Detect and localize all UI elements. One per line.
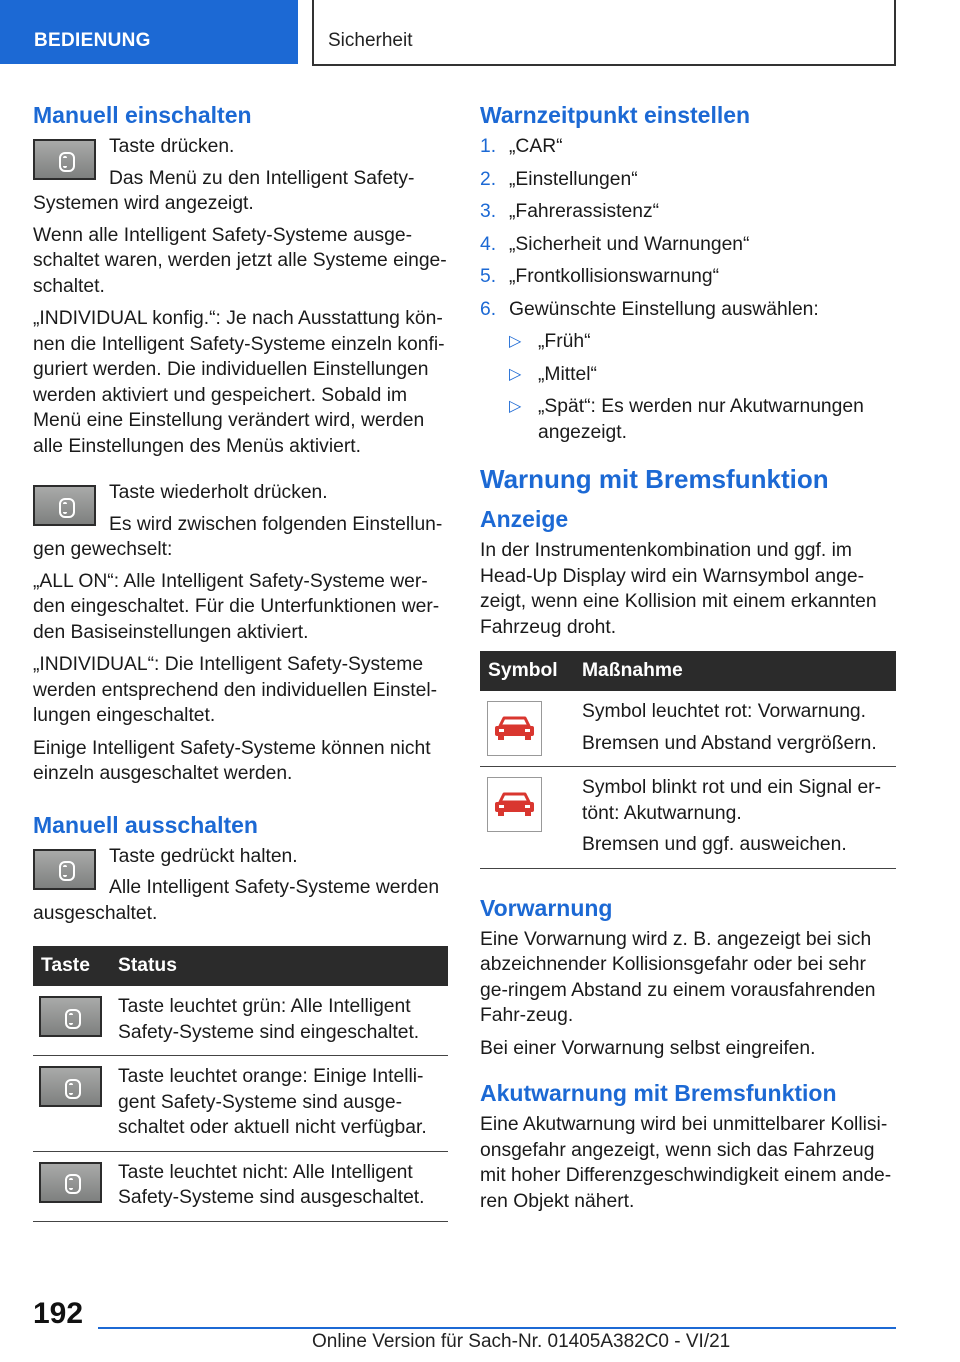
page-number: 192: [33, 1297, 84, 1330]
right-column: [480, 100, 896, 1221]
step-text: Gewünschte Einstellung auswählen:: [509, 298, 819, 320]
list-item: [480, 394, 896, 445]
step-number: 2.: [480, 168, 497, 190]
table-header-status: Status: [110, 946, 448, 986]
footer-version-text: Online Version für Sach-Nr. 01405A382C0 - VI/21: [312, 1331, 731, 1352]
heading-brake-warning: Warnung mit Bremsfunktion: [480, 464, 829, 494]
heading-display: Anzeige: [480, 506, 569, 532]
symbol-action-table: [480, 651, 896, 869]
heading-warning-time: Warnzeitpunkt einstellen: [480, 102, 751, 128]
key-block-off: [33, 844, 448, 933]
list-item: [480, 264, 896, 290]
table-cell-action: [574, 691, 896, 767]
list-item: [480, 232, 896, 258]
heading-acute-warning: Akutwarnung mit Bremsfunktion: [480, 1080, 837, 1106]
text-individual-setting: „INDIVIDUAL“: Die Intelligent Safety-Systeme werden entsprechend den individuellen Einstel-lungen eingeschaltet.: [33, 654, 438, 726]
heading-pre-warning: Vorwarnung: [480, 894, 613, 921]
step-text: „Frontkollisionswarnung“: [509, 266, 720, 287]
text-all-on-setting: „ALL ON“: Alle Intelligent Safety-Systeme wer-den eingeschaltet. Für die Unterfunktionen wer-den Basiseinstellungen aktiviert.: [33, 570, 440, 643]
option-text: „Früh“: [538, 331, 591, 352]
text-pre-warning: Eine Vorwarnung wird z. B. angezeigt bei sich abzeichnender Kollisionsgefahr oder bei sehr ge-ringem Abstand zu einem vorausfahrenden Fahr-zeug.: [480, 928, 876, 1026]
header-topic-tab: [312, 0, 896, 66]
action-text: Bremsen und ggf. ausweichen.: [582, 834, 847, 855]
action-text: Symbol blinkt rot und ein Signal er-tönt: Akutwarnung.: [582, 777, 882, 824]
table-header-key: Taste: [33, 946, 110, 986]
list-item: [480, 297, 896, 323]
safety-key-off-icon: [39, 1162, 102, 1203]
key-block-on: [33, 134, 448, 223]
text-press-repeatedly: Taste wiederholt drücken.: [109, 482, 328, 503]
text-all-on: Wenn alle Intelligent Safety-Systeme ausge-schaltet waren, werden jetzt alle Systeme einge-schaltet.: [33, 224, 447, 297]
text-hold-key: Taste gedrückt halten.: [109, 845, 298, 867]
safety-key-orange-icon: [39, 1066, 102, 1107]
table-header-symbol: Symbol: [480, 651, 574, 691]
header-section-tab: [0, 0, 298, 64]
table-header-action: Maßnahme: [574, 651, 896, 691]
table-row: [33, 1056, 448, 1152]
header-topic-label: Sicherheit: [328, 30, 413, 51]
text-menu-shown: Das Menü zu den Intelligent Safety-Systemen wird angezeigt.: [33, 167, 415, 214]
key-status-table: [33, 946, 448, 1222]
table-row: [33, 1151, 448, 1221]
text-individual-config: „INDIVIDUAL konfig.“: Je nach Ausstattung kön-nen die Intelligent Safety-Systeme einzeln konfi-guriert werden. Die individuellen Einstellungen werden aktiviert und gespeichert. Sobald im Menü eine Einstellung verändert wird, werden alle Einstellungen des Menüs aktiviert.: [33, 308, 445, 457]
safety-key-icon: [33, 485, 96, 526]
text-pre-warning-act: Bei einer Vorwarnung selbst eingreifen.: [480, 1037, 816, 1059]
triangle-bullet-icon: ▷: [509, 333, 522, 350]
action-text: Symbol leuchtet rot: Vorwarnung.: [582, 701, 867, 722]
step-text: „CAR“: [509, 136, 563, 157]
triangle-bullet-icon: ▷: [509, 398, 522, 415]
text-display: In der Instrumentenkombination und ggf. im Head-Up Display wird ein Warnsymbol ange-zeigt, wenn eine Kollision mit einem erkannten Fahrzeug droht.: [480, 540, 877, 638]
option-text: „Spät“: Es werden nur Akutwarnungen angezeigt.: [538, 396, 864, 443]
action-text: Bremsen und Abstand vergrößern.: [582, 732, 877, 754]
text-press-key: Taste drücken.: [109, 136, 235, 157]
header-section-label: BEDIENUNG: [34, 30, 151, 51]
table-cell-status: Taste leuchtet orange: Einige Intelli-gent Safety-Systeme sind ausge-schaltet oder aktuell nicht verfügbar.: [110, 1056, 448, 1152]
table-row: [33, 986, 448, 1056]
triangle-bullet-icon: ▷: [509, 365, 522, 383]
table-cell-status: Taste leuchtet nicht: Alle Intelligent Safety-Systeme sind ausgeschaltet.: [110, 1151, 448, 1221]
list-item: [480, 167, 896, 193]
table-row: [480, 767, 896, 869]
text-all-off: Alle Intelligent Safety-Systeme werden ausgeschaltet.: [33, 877, 440, 924]
collision-warning-car-icon: [487, 777, 542, 832]
safety-key-green-icon: [39, 996, 102, 1037]
table-cell-action: [574, 767, 896, 869]
step-text: „Fahrerassistenz“: [509, 201, 660, 222]
list-item: [480, 199, 896, 225]
step-number: 6.: [480, 298, 497, 320]
step-number: 1.: [480, 136, 497, 157]
text-not-individually: Einige Intelligent Safety-Systeme können nicht einzeln ausgeschaltet werden.: [33, 737, 431, 784]
step-text: „Einstellungen“: [509, 168, 638, 190]
key-block-repeat: [33, 480, 448, 569]
options-list: [480, 329, 896, 445]
footer-divider: [98, 1327, 896, 1329]
step-number: 3.: [480, 201, 497, 222]
steps-list: [480, 134, 896, 322]
heading-manual-off: Manuell ausschalten: [33, 811, 258, 838]
option-text: „Mittel“: [538, 363, 597, 385]
safety-key-icon: [33, 849, 96, 890]
list-item: [480, 134, 896, 160]
text-switch-settings: Es wird zwischen folgenden Einstellun-gen gewechselt:: [33, 513, 443, 560]
step-text: „Sicherheit und Warnungen“: [509, 233, 750, 255]
left-column: [33, 100, 448, 1222]
table-row: [480, 691, 896, 767]
collision-warning-car-icon: [487, 701, 542, 756]
heading-manual-on: Manuell einschalten: [33, 102, 252, 128]
safety-key-icon: [33, 139, 96, 180]
table-cell-status: Taste leuchtet grün: Alle Intelligent Safety-Systeme sind eingeschaltet.: [110, 986, 448, 1056]
list-item: [480, 329, 896, 355]
step-number: 5.: [480, 266, 497, 287]
list-item: [480, 362, 896, 388]
step-number: 4.: [480, 233, 497, 255]
text-acute-warning: Eine Akutwarnung wird bei unmittelbarer Kollisi-onsgefahr angezeigt, wenn sich das Fahrzeug mit hoher Differenzgeschwindigkeit einem ande-ren Objekt nähert.: [480, 1114, 892, 1212]
